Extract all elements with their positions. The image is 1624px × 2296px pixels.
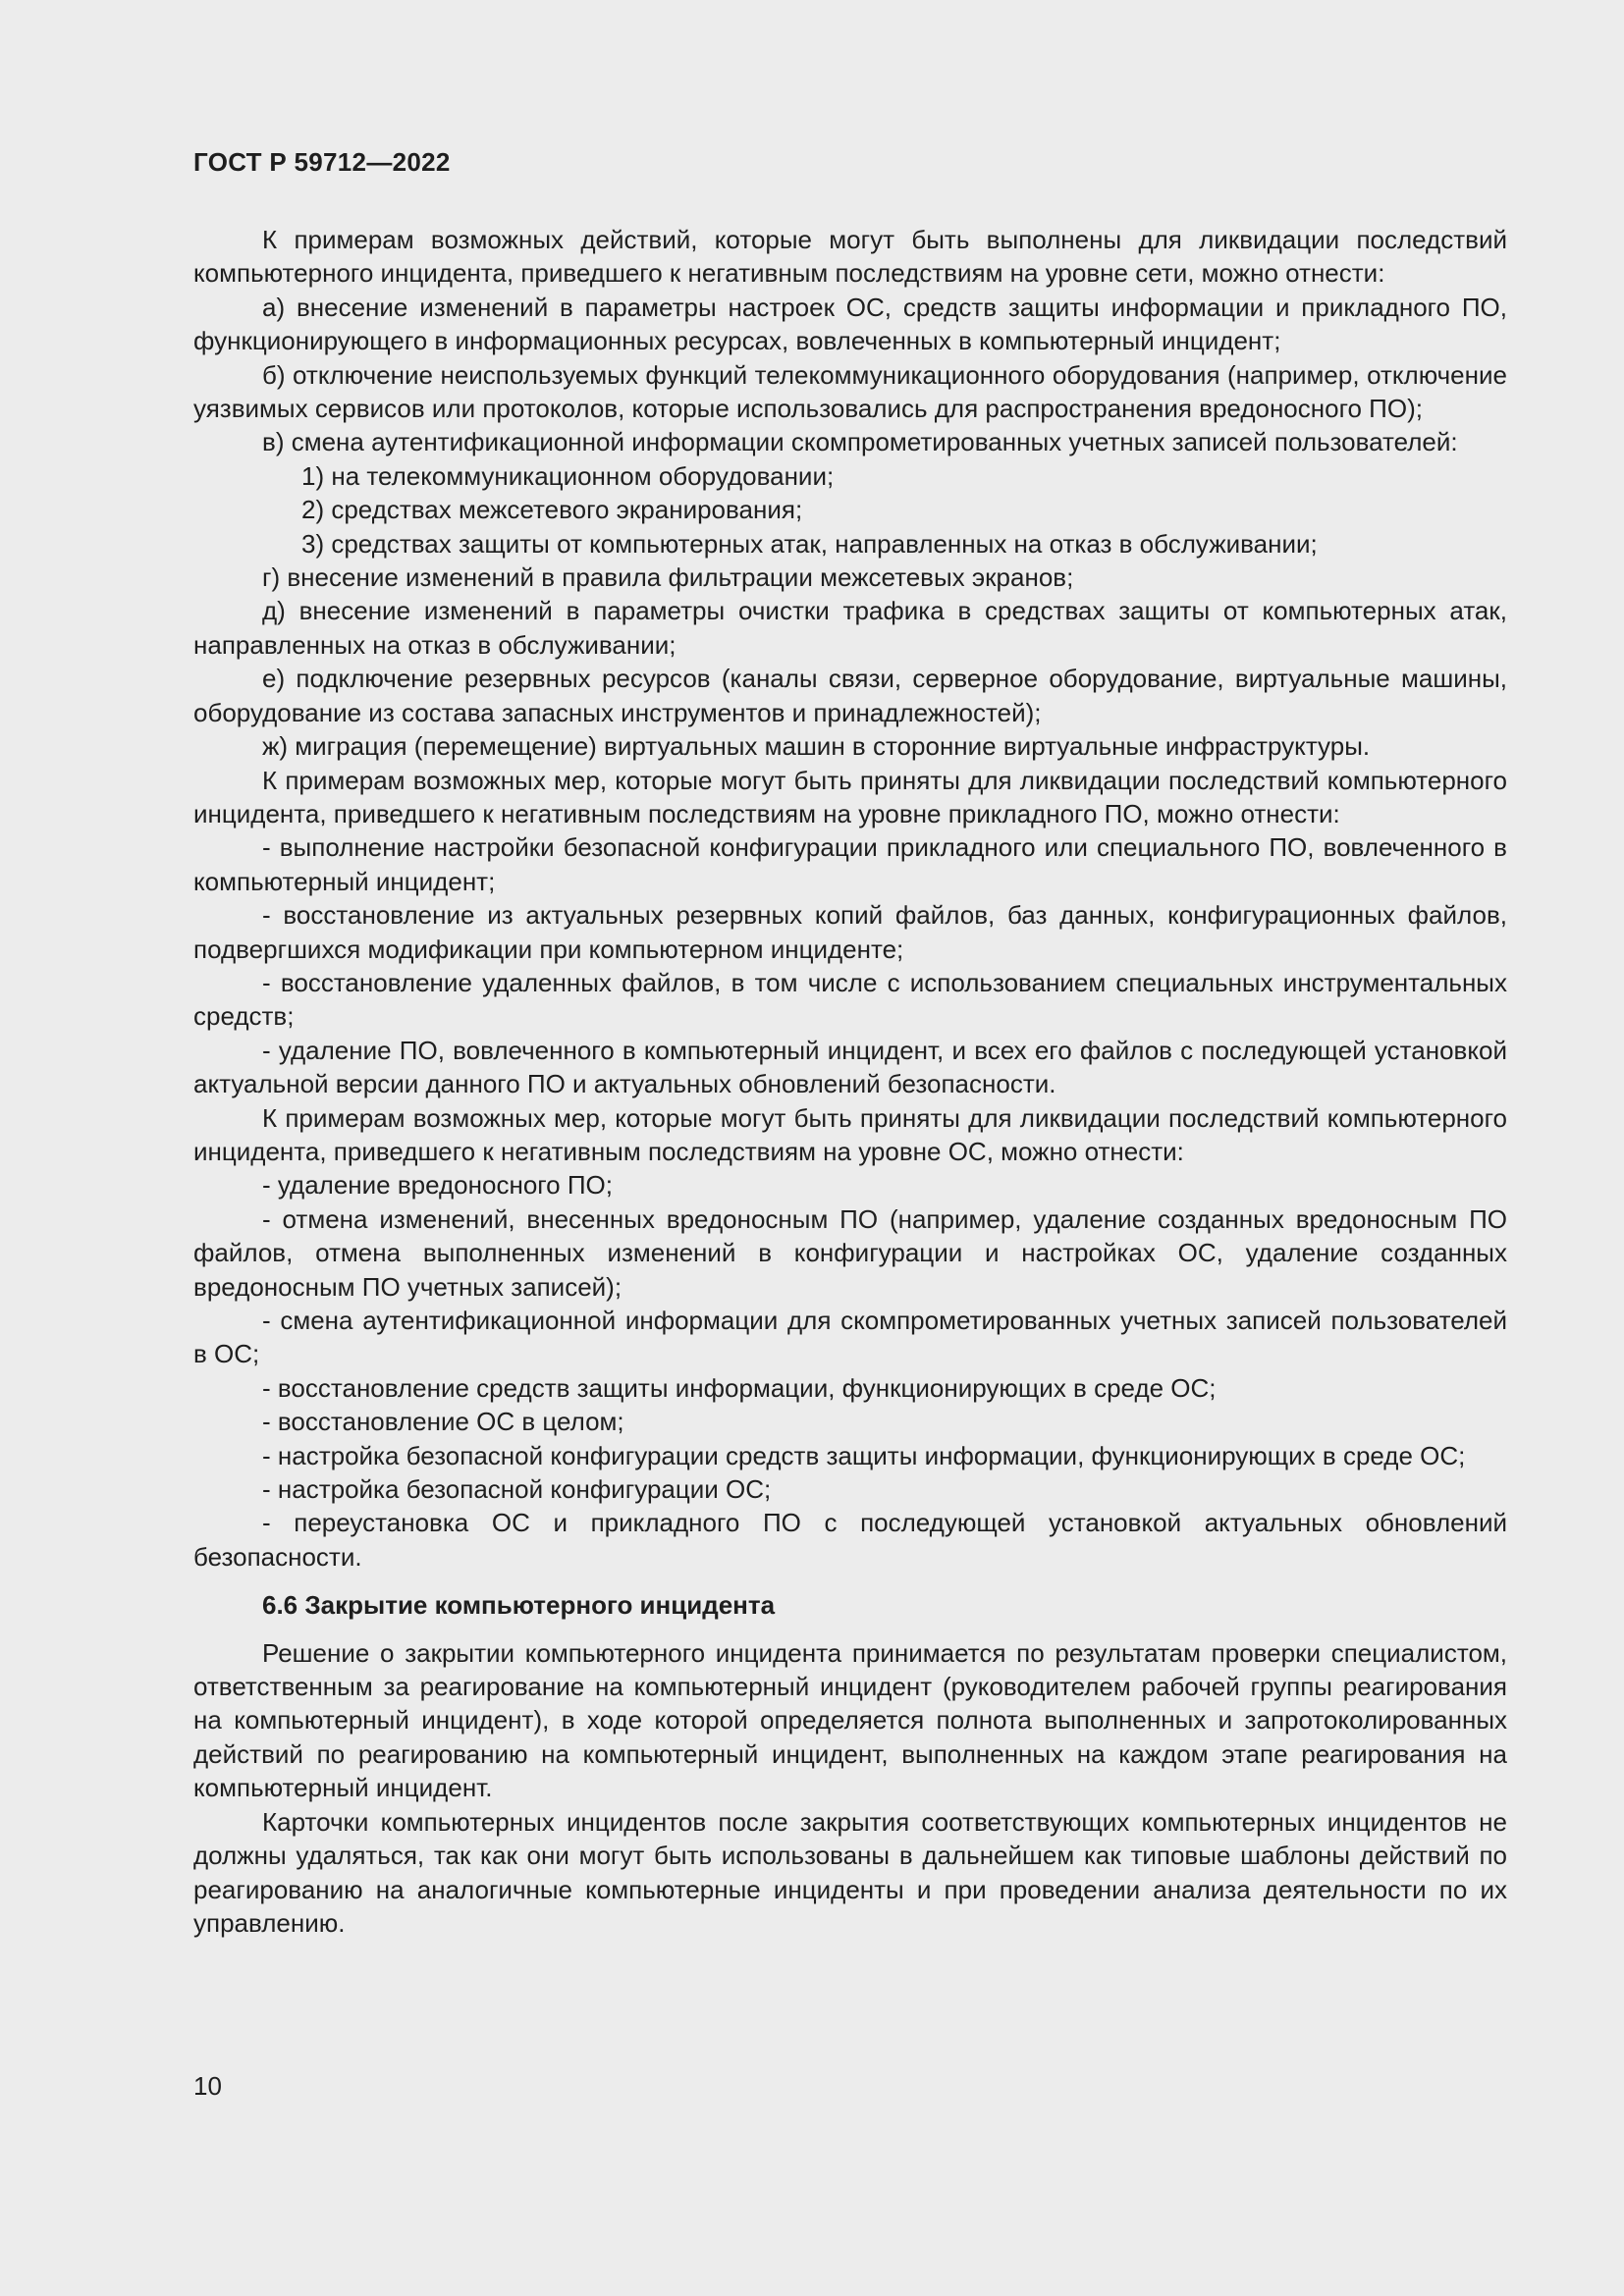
paragraph-intro-network: К примерам возможных действий, которые могут быть выполнены для ликвидации последствий компьютерного инцидента, приведшего к негативным последствиям на уровне сети, можно отнести: <box>193 225 1507 289</box>
document-header: ГОСТ Р 59712—2022 <box>193 147 451 177</box>
list-item-net-g: г) внесение изменений в правила фильтрации межсетевых экранов; <box>262 562 1074 593</box>
paragraph-closing-1: Решение о закрытии компьютерного инцидента принимается по результатам проверки специалистом, ответственным за реагирование на компьютерный инцидент (руководителем рабочей группы реагирования на компьютерный инцидент), в ходе которой определяется полнота выполненных и запротоколированных действий по реагированию на компьютерный инцидент, выполненных на каждом этапе реагирования на компьютерный инцидент. <box>193 1637 1507 1803</box>
list-item-os-8: - переустановка ОС и прикладного ПО с последующей установкой актуальных обновлений безопасности. <box>193 1508 1507 1572</box>
list-item-app-1: - выполнение настройки безопасной конфигурации прикладного или специального ПО, вовлеченного в компьютерный инцидент; <box>193 832 1507 896</box>
section-title: 6.6 Закрытие компьютерного инцидента <box>262 1590 776 1621</box>
list-item-os-3: - смена аутентификационной информации для скомпрометированных учетных записей пользователей в ОС; <box>193 1306 1507 1369</box>
list-item-net-d: д) внесение изменений в параметры очистки трафика в средствах защиты от компьютерных атак, направленных на отказ в обслуживании; <box>193 596 1507 660</box>
sub-item-1: 1) на телекоммуникационном оборудовании; <box>301 460 835 491</box>
list-item-app-4: - удаление ПО, вовлеченного в компьютерный инцидент, и всех его файлов с последующей установкой актуальной версии данного ПО и актуальных обновлений безопасности. <box>193 1035 1507 1099</box>
paragraph-intro-os: К примерам возможных мер, которые могут быть приняты для ликвидации последствий компьютерного инцидента, приведшего к негативным последствиям на уровне ОС, можно отнести: <box>193 1102 1507 1166</box>
list-item-net-b: б) отключение неиспользуемых функций телекоммуникационного оборудования (например, отключение уязвимых сервисов или протоколов, которые использовались для распространения вредоносного ПО); <box>193 359 1507 424</box>
list-item-os-7: - настройка безопасной конфигурации ОС; <box>262 1474 772 1505</box>
page-number: 10 <box>193 2071 222 2101</box>
list-item-net-c: в) смена аутентификационной информации скомпрометированных учетных записей пользователей: <box>262 427 1458 457</box>
list-item-net-a: а) внесение изменений в параметры настроек ОС, средств защиты информации и прикладного ПО, функционирующего в информационных ресурсах, вовлеченных в компьютерный инцидент; <box>193 292 1507 356</box>
paragraph-closing-2: Карточки компьютерных инцидентов после закрытия соответствующих компьютерных инцидентов не должны удаляться, так как они могут быть использованы в дальнейшем как типовые шаблоны действий по реагированию на аналогичные компьютерные инциденты и при проведении анализа деятельности по их управлению. <box>193 1806 1507 1938</box>
document-body <box>193 223 1507 1940</box>
sub-item-2: 2) средствах межсетевого экранирования; <box>301 495 803 525</box>
list-item-os-1: - удаление вредоносного ПО; <box>262 1170 614 1201</box>
list-item-os-2: - отмена изменений, внесенных вредоносным ПО (например, удаление созданных вредоносным ПО файлов, отмена выполненных изменений в конфигурации и настройках ОС, удаление созданных вредоносным ПО учетных записей); <box>193 1203 1507 1302</box>
list-item-app-2: - восстановление из актуальных резервных копий файлов, баз данных, конфигурационных файлов, подвергшихся модификации при компьютерном инциденте; <box>193 900 1507 964</box>
list-item-net-zh: ж) миграция (перемещение) виртуальных машин в сторонние виртуальные инфраструктуры. <box>262 731 1371 762</box>
list-item-app-3: - восстановление удаленных файлов, в том числе с использованием специальных инструментальных средств; <box>193 967 1507 1032</box>
list-item-os-5: - восстановление ОС в целом; <box>262 1407 624 1437</box>
paragraph-intro-app: К примерам возможных мер, которые могут быть приняты для ликвидации последствий компьютерного инцидента, приведшего к негативным последствиям на уровне прикладного ПО, можно отнести: <box>193 765 1507 828</box>
list-item-os-4: - восстановление средств защиты информации, функционирующих в среде ОС; <box>262 1372 1217 1403</box>
list-item-net-e: е) подключение резервных ресурсов (каналы связи, серверное оборудование, виртуальные машины, оборудование из состава запасных инструментов и принадлежностей); <box>193 664 1507 727</box>
sub-item-3: 3) средствах защиты от компьютерных атак, направленных на отказ в обслуживании; <box>301 528 1318 559</box>
list-item-os-6: - настройка безопасной конфигурации средств защиты информации, функционирующих в среде ОС; <box>262 1440 1466 1470</box>
